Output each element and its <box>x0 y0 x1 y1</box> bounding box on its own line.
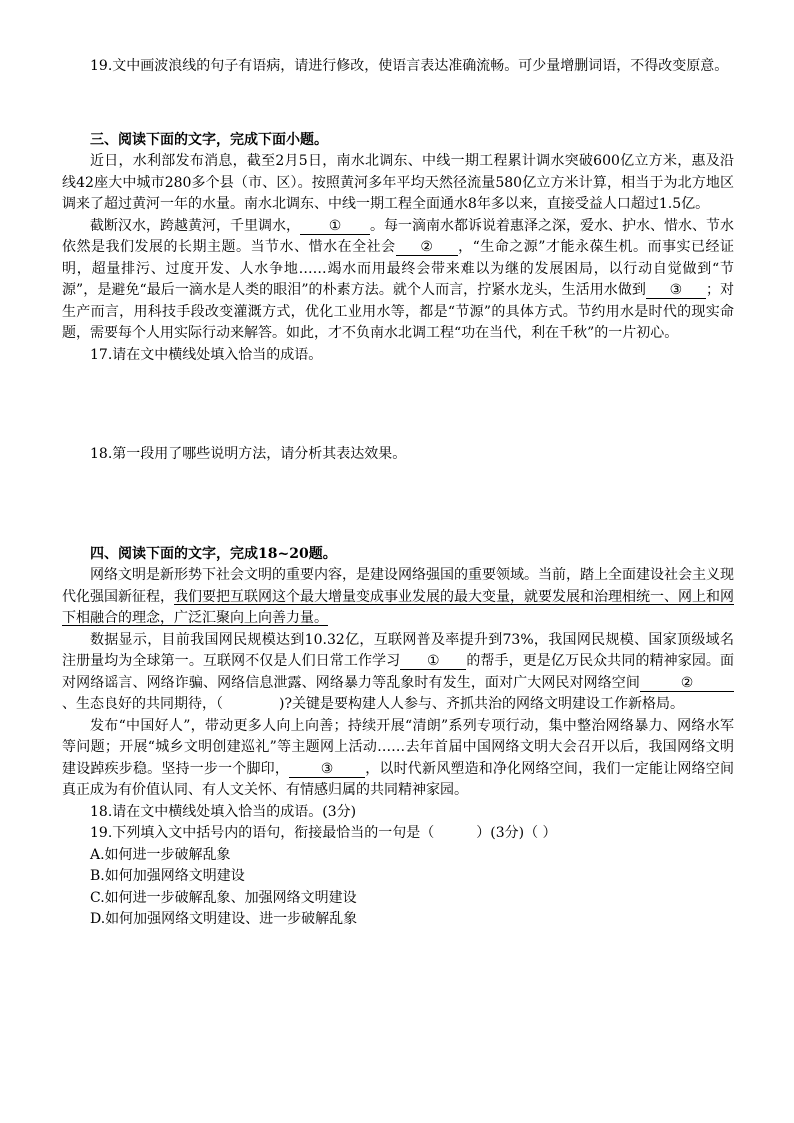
fill-blank-2[interactable]: ② <box>396 239 458 256</box>
option-b[interactable]: B.如何加强网络文明建设 <box>90 868 245 884</box>
text-span: ，“生命之源”才能永葆生机。而事实已经证明，超量排污、过度开发、人水争地……竭水而用最终会带来难以为继的发展困局，以行动自觉做到“节源”，是避免“最后一滴水是人类的眼泪”的朴素方法。就个人而言，拧紧水龙头，生活用水做到 <box>62 239 734 298</box>
text-span: 。每一滴南水都诉说着惠泽之深，爱水、护水、惜水、节水依然是我们发展的长期主题。当节水、惜水在全社会 <box>62 217 734 255</box>
text-span: 网络文明是新形势下社会文明的重要内容，是建设网络强国的重要领域。当前，踏上全面建设社会主义现代化强国新征程， <box>62 567 734 605</box>
fill-blank-3[interactable]: ③ <box>289 761 365 778</box>
question-19-choice: 19.下列填入文中括号内的语句，衔接最恰当的一句是（ ）(3分)（ ） <box>90 825 557 841</box>
fill-blank-3[interactable]: ③ <box>646 282 706 299</box>
text-span: ；对生产而言，用科技手段改变灌溉方式，优化工业用水等，都是“节源”的具体方式。节约用水是时代的现实命题，需要每个人用实际行动来解答。如此，才不负南水北调工程“功在当代，利在千秋”的一片初心。 <box>62 282 734 341</box>
section-3-heading: 三、阅读下面的文字，完成下面小题。 <box>90 131 328 148</box>
document-page <box>62 56 734 931</box>
answer-space <box>62 366 734 444</box>
option-d[interactable]: D.如何加强网络文明建设、进一步破解乱象 <box>90 911 358 927</box>
option-a[interactable]: A.如何进一步破解乱象 <box>90 846 231 863</box>
fill-blank-1[interactable]: ① <box>300 218 370 235</box>
section-4-paragraph-1 <box>62 565 734 630</box>
text-span: 截断汉水，跨越黄河，千里调水， <box>90 217 300 234</box>
question-18-idioms: 18.请在文中横线处填入恰当的成语。(3分) <box>90 803 357 820</box>
answer-space <box>62 466 734 544</box>
fill-blank-1[interactable]: ① <box>400 653 466 670</box>
option-c[interactable]: C.如何进一步破解乱象、加强网络文明建设 <box>90 889 357 906</box>
text-span: 发布“中国好人”，带动更多人向上向善；持续开展“清朗”系列专项行动，集中整治网络暴力、网络水军等问题；开展“城乡文明创建巡礼”等主题网上活动……去年首届中国网络文明大会召开以后，我国网络文明建设踔疾步稳。坚持一步一个脚印， <box>62 717 734 777</box>
text-span: 的帮手，更是亿万民众共同的精神家园。面对网络谣言、网络诈骗、网络信息泄露、网络暴力等乱象时有发生，面对广大网民对网络空间 <box>62 653 735 691</box>
section-4-paragraph-3 <box>62 716 734 802</box>
question-19-top: 19.文中画波浪线的句子有语病，请进行修改，使语言表达准确流畅。可少量增删词语，不得改变原意。 <box>90 58 729 74</box>
underlined-sentence: 我们要把互联网这个最大增量变成事业发展的最大变量，就要发展和治理相统一、网上和网下相融合的理念，广泛汇聚向上向善力量。 <box>62 588 734 626</box>
section-4-paragraph-2 <box>62 630 734 716</box>
text-span: 数据显示，目前我国网民规模达到10.32亿，互联网普及率提升到73%，我国网民规模、国家顶级域名注册量均为全球第一。互联网不仅是人们日常工作学习 <box>62 631 734 669</box>
section-3-paragraph-2 <box>62 216 734 345</box>
section-3-paragraph-1: 近日，水利部发布消息，截至2月5日，南水北调东、中线一期工程累计调水突破600亿立方米，惠及沿线42座大中城市280多个县（市、区）。按照黄河多年平均天然径流量580亿立方米计算，相当于为北方地区调来了超过黄河一年的水量。南水北调东、中线一期工程全面通水8年多以来，直接受益人口超过1.5亿。 <box>62 153 734 212</box>
text-span: 、生态良好的共同期待，（ )?关键是要构建人人参与、齐抓共治的网络文明建设工作新格局。 <box>62 696 684 712</box>
question-18: 18.第一段用了哪些说明方法，请分析其表达效果。 <box>90 446 407 462</box>
text-span: ，以时代新风塑造和净化网络空间，我们一定能让网络空间真正成为有价值认同、有人文关怀、有情感归属的共同精神家园。 <box>62 760 734 798</box>
question-17: 17.请在文中横线处填入恰当的成语。 <box>90 346 323 363</box>
section-4-heading: 四、阅读下面的文字，完成18~20题。 <box>90 545 337 562</box>
fill-blank-2[interactable]: ② <box>640 675 734 692</box>
spacer <box>62 78 734 130</box>
